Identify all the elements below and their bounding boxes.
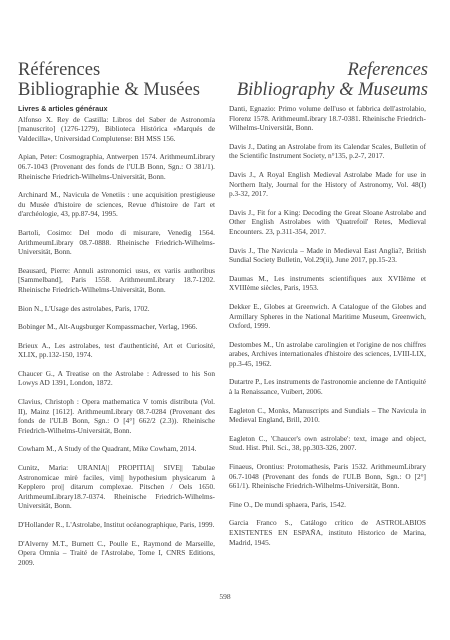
- bib-entry: Garcia Franco S., Catálogo crítico de ASTROLABIOS EXISTENTES EN ESPAÑA, instituto Historico de Marina, Madrid, 1945.: [229, 518, 426, 547]
- bib-entry: Dekker E., Globes at Greenwich. A Catalogue of the Globes and Armillary Spheres in the National Maritime Museum, Greenwich, Oxford, 1999.: [229, 301, 426, 331]
- header-subtitle-fr: Bibliographie & Musées: [18, 80, 200, 100]
- bib-entry: Chaucer G., A Treatise on the Astrolabe : Adressed to his Son Lowys AD 1391, London, 1872.: [18, 368, 215, 388]
- bib-entry: Davis J., A Royal English Medieval Astrolabe Made for use in Northern Italy, Journal for the History of Astronomy, Vol. 48(I) p.3-32, 2017.: [229, 169, 426, 199]
- header-right: [228, 60, 428, 100]
- header-title-fr: Références: [18, 60, 101, 80]
- bib-entry: Archinard M., Navicula de Venetiis : une acquisition prestigieuse du Musée d'histoire de sciences, Revue d'histoire de l'art et d'archéologie, 43, pp.87-94, 1995.: [18, 190, 215, 219]
- bib-entry: Cowham M., A Study of the Quadrant, Mike Cowham, 2014.: [18, 444, 197, 454]
- bib-entry: Brieux A., Les astrolabes, test d'authenticité, Art et Curiosité, XLIX, pp.132-150, 1974.: [18, 340, 215, 360]
- bib-entry: Cunitz, Maria: URANIA|| PROPITIA|| SIVE|| Tabulae Astronomicae mirè faciles, vim|| hypothesium physicarum à Kepplero pro|| ditarum complexae. Pitschen / Oels 1650. ArithmeumLibrary18.7-0374. Rheinische Friedrich-Wilhelms-Universität, Bonn.: [18, 463, 215, 511]
- bib-entry: Davis J., The Navicula – Made in Medieval East Anglia?, British Sundial Society Bulletin, Vol.29(ii), June 2017, pp.15-23.: [229, 245, 426, 265]
- bib-entry: Eagleton C., Monks, Manuscripts and Sundials – The Navicula in Medieval England, Brill, 2010.: [229, 405, 426, 425]
- bib-entry: Davis J., Dating an Astrolabe from its Calendar Scales, Bulletin of the Scientific Instrument Society, n°135, p.2-7, 2017.: [229, 141, 426, 161]
- bib-entry: Fine O., De mundi sphaera, Paris, 1542.: [229, 499, 346, 509]
- page-number: 598: [219, 592, 231, 601]
- left-column: [18, 104, 215, 567]
- bib-entry: Eagleton C., 'Chaucer's own astrolabe': text, image and object, Stud. Hist. Phil. Sci., 38, pp.303-326, 2007.: [229, 433, 426, 453]
- bib-entry: D'Alverny M.T., Burnett C., Poulle E., Raymond de Marseille, Opera Omnia – Traité de l'Astrolabe, Tome I, CNRS Editions, 2009.: [18, 538, 215, 567]
- bib-entry: Dutartre P., Les instruments de l'astronomie ancienne de l'Antiquité à la Renaissance, Vuibert, 2006.: [229, 377, 426, 397]
- bib-entry: Destombes M., Un astrolabe carolingien et l'origine de nos chiffres arabes, Archives internationales d'histoire des sciences, LVIII-LIX, pp.3-45, 1962.: [229, 339, 426, 368]
- bib-entry: Bartoli, Cosimo: Del modo di misurare, Venedig 1564. ArithmeumLibrary 08.7-0888. Rheinische Friedrich-Wilhelms-Universität, Bonn.: [18, 227, 215, 257]
- header-subtitle-en: Bibliography & Museums: [236, 80, 428, 100]
- bib-entry: Finaeus, Orontius: Protomathesis, Paris 1532. ArithmeumLibrary 06.7-1048 (Provenant des fonds de l'ULB Bonn, Sgn.: O [2°] 661/1). Rheinische Friedrich-Wilhelms-Universität, Bonn.: [229, 462, 426, 491]
- bib-entry: Alfonso X. Rey de Castilla: Libros del Saber de Astronomía [manuscrito] (1276-1279), Biblioteca Histórica «Marqués de Valdecilla», Universidad Complutense: BH MSS 156.: [18, 114, 215, 143]
- bib-entry: Bion N., L'Usage des astrolabes, Paris, 1702.: [18, 303, 150, 313]
- bib-entry: Daumas M., Les instruments scientifiques aux XVIIème et XVIIIème siècles, Paris, 1953.: [229, 273, 426, 293]
- section-title: Livres & articles généraux: [18, 104, 108, 113]
- bib-entry: Clavius, Christoph : Opera mathematica V tomis distributa (Vol. II), Mainz [1612]. ArithmeumLibrary 08.7-0284 (Provenant des fonds de l'ULB Bonn, Sgn.: O [4°] 662/2 (2.3)). Rheinische Friedrich-Wilhelms-Universität, Bonn.: [18, 397, 215, 435]
- header-title-en: References: [347, 60, 428, 80]
- bib-entry: Bobinger M., Alt-Augsburger Kompassmacher, Verlag, 1966.: [18, 322, 198, 332]
- bib-entry: D'Hollander R., L'Astrolabe, Institut océanographique, Paris, 1999.: [18, 520, 215, 529]
- bib-entry: Apian, Peter: Cosmographia, Antwerpen 1574. ArithmeumLibrary 06.7-1043 (Provenant des fonds de l'ULB Bonn, Sgn.: O 381/1). Rheinische Friedrich-Wilhelms-Universität, Bonn.: [18, 152, 215, 181]
- bib-entry: Beausard, Pierre: Annuli astronomici usus, ex variis authoribus [Sammelband], Paris 1558. ArithmeumLibrary 18.7-1202. Rheinische Friedrich-Wilhelms-Universität, Bonn.: [18, 265, 215, 294]
- bib-entry: Davis J., Fit for a King: Decoding the Great Sloane Astrolabe and Other English Astrolabes with 'Quatrefoil' Retes, Medieval Encounters. 23, p.311-354, 2017.: [229, 207, 426, 236]
- bib-entry: Danti, Egnazio: Primo volume dell'uso et fabbrica dell'astrolabio, Florenz 1578. ArithmeumLibrary 18.7-0381. Rheinische Friedrich-Wilhelms-Universität, Bonn.: [229, 104, 426, 133]
- right-column: [229, 104, 426, 547]
- header-left: [18, 60, 218, 100]
